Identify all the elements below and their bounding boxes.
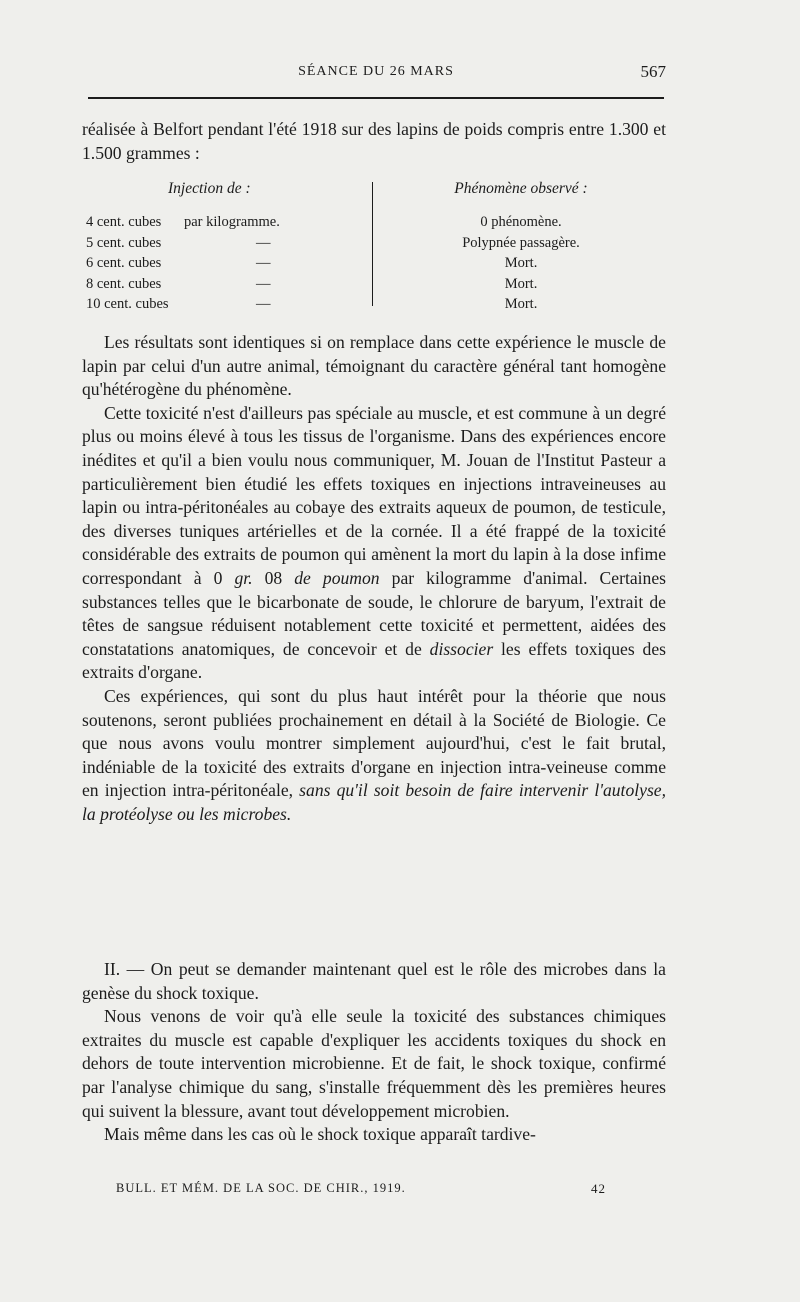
journal-reference: BULL. ET MÉM. DE LA SOC. DE CHIR., 1919. [116, 1181, 406, 1195]
result-cell: Mort. [504, 255, 538, 271]
p3-italic: sans qu'il soit besoin de faire intervenir l'autolyse, la protéolyse ou les microbes. [82, 780, 666, 824]
unit-cell: — [256, 234, 271, 251]
signature-mark: 42 [591, 1181, 606, 1196]
main-body [82, 331, 666, 826]
dose-cell: 4 cent. cubes [86, 214, 162, 230]
paragraph-2 [82, 402, 666, 685]
section-two [82, 958, 666, 1147]
section2-heading-paragraph: II. — On peut se demander maintenant quel est le rôle des microbes dans la genèse du shock toxique. [82, 959, 666, 1003]
injection-header: Injection de : [168, 180, 251, 197]
table-row [86, 212, 371, 233]
p2-text-c: par kilogramme d'animal. Certaines substances telles que le bicarbonate de soude, le chlorure de baryum, l'extrait de têtes de sangsue réduisent notablement cette toxicité et permettent, aidées des constatations anatomiques, de concevoir et de [82, 567, 666, 659]
result-cell: Mort. [504, 296, 538, 312]
page-footer [116, 1181, 606, 1201]
unit-cell: par kilogramme. [184, 214, 280, 230]
p2-text-d: les effets toxiques des extraits d'organe. [82, 638, 666, 683]
intro-text: réalisée à Belfort pendant l'été 1918 sur des lapins de poids compris entre 1.300 et 1.500 grammes : [82, 119, 666, 163]
section2-paragraph-2: Nous venons de voir qu'à elle seule la toxicité des substances chimiques extraites du muscle est capable d'expliquer les accidents toxiques du shock en dehors de toute intervention microbienne. Et de fait, le shock toxique, confirmé par l'analyse chimique du sang, s'installe fréquemment dès les premières heures qui suivent la blessure, avant tout développement microbien. [82, 1006, 666, 1121]
dose-cell: 10 cent. cubes [86, 296, 169, 312]
table-row [86, 274, 371, 295]
table-row [86, 253, 371, 274]
dose-cell: 8 cent. cubes [86, 275, 162, 292]
result-cell: Mort. [504, 275, 538, 292]
dose-cell: 5 cent. cubes [86, 234, 162, 251]
running-title: SÉANCE DU 26 MARS [298, 64, 454, 79]
column-divider [372, 182, 373, 306]
unit-cell: — [256, 255, 271, 271]
running-head [86, 62, 666, 84]
result-cell: Polypnée passagère. [462, 234, 580, 251]
table-row [86, 294, 371, 315]
p2-dissocier: dissocier [429, 638, 494, 659]
p2-poumon: de poumon [294, 567, 380, 588]
p2-text-b: 08 [252, 567, 295, 588]
p3-text: Ces expériences, qui sont du plus haut intérêt pour la théorie que nous soutenons, seront publiées prochainement en détail à la Société de Biologie. Ce que nous avons voulu montrer simplement aujourd'hui, c'est le fait brutal, indéniable de la toxicité des extraits d'organe en injection intra-veineuse comme en injection intra-péritonéale, [82, 685, 666, 801]
section2-paragraph-3: Mais même dans les cas où le shock toxique apparaît tardive- [104, 1124, 536, 1145]
injection-column [86, 178, 371, 315]
phenomenon-header: Phénomène observé : [454, 180, 588, 197]
paragraph-1: Les résultats sont identiques si on remplace dans cette expérience le muscle de lapin par celui d'un autre animal, témoignant du caractère général tant homogène qu'hétérogène du phénomène. [82, 332, 666, 400]
dose-cell: 6 cent. cubes [86, 255, 162, 271]
unit-cell: — [256, 275, 271, 292]
header-rule [88, 97, 664, 99]
page-number: 567 [640, 62, 666, 81]
p2-gr: gr. [234, 567, 253, 588]
paragraph-3 [82, 685, 666, 827]
injection-table [86, 178, 666, 312]
p2-text-a: Cette toxicité n'est d'ailleurs pas spéciale au muscle, et est commune à un degré plus ou moins élevé à tous les tissus de l'organisme. Dans des expériences encore inédites et qu'il a bien voulu nous communiquer, M. Jouan de l'Institut Pasteur a particulièrement bien étudié les effets toxiques en injections intraveineuses au lapin ou intra-péritonéales au cobaye des extraits aqueux de poumon, de testicule, des diverses tuniques artérielles et de la cornée. Il a été frappé de la toxicité considérable des extraits de poumon qui amènent la mort du lapin à la dose infime correspondant à 0 [82, 402, 666, 588]
result-cell: 0 phénomène. [480, 214, 562, 230]
unit-cell: — [256, 296, 271, 312]
table-row [86, 233, 371, 254]
intro-paragraph [82, 118, 666, 165]
phenomenon-column [376, 178, 666, 315]
